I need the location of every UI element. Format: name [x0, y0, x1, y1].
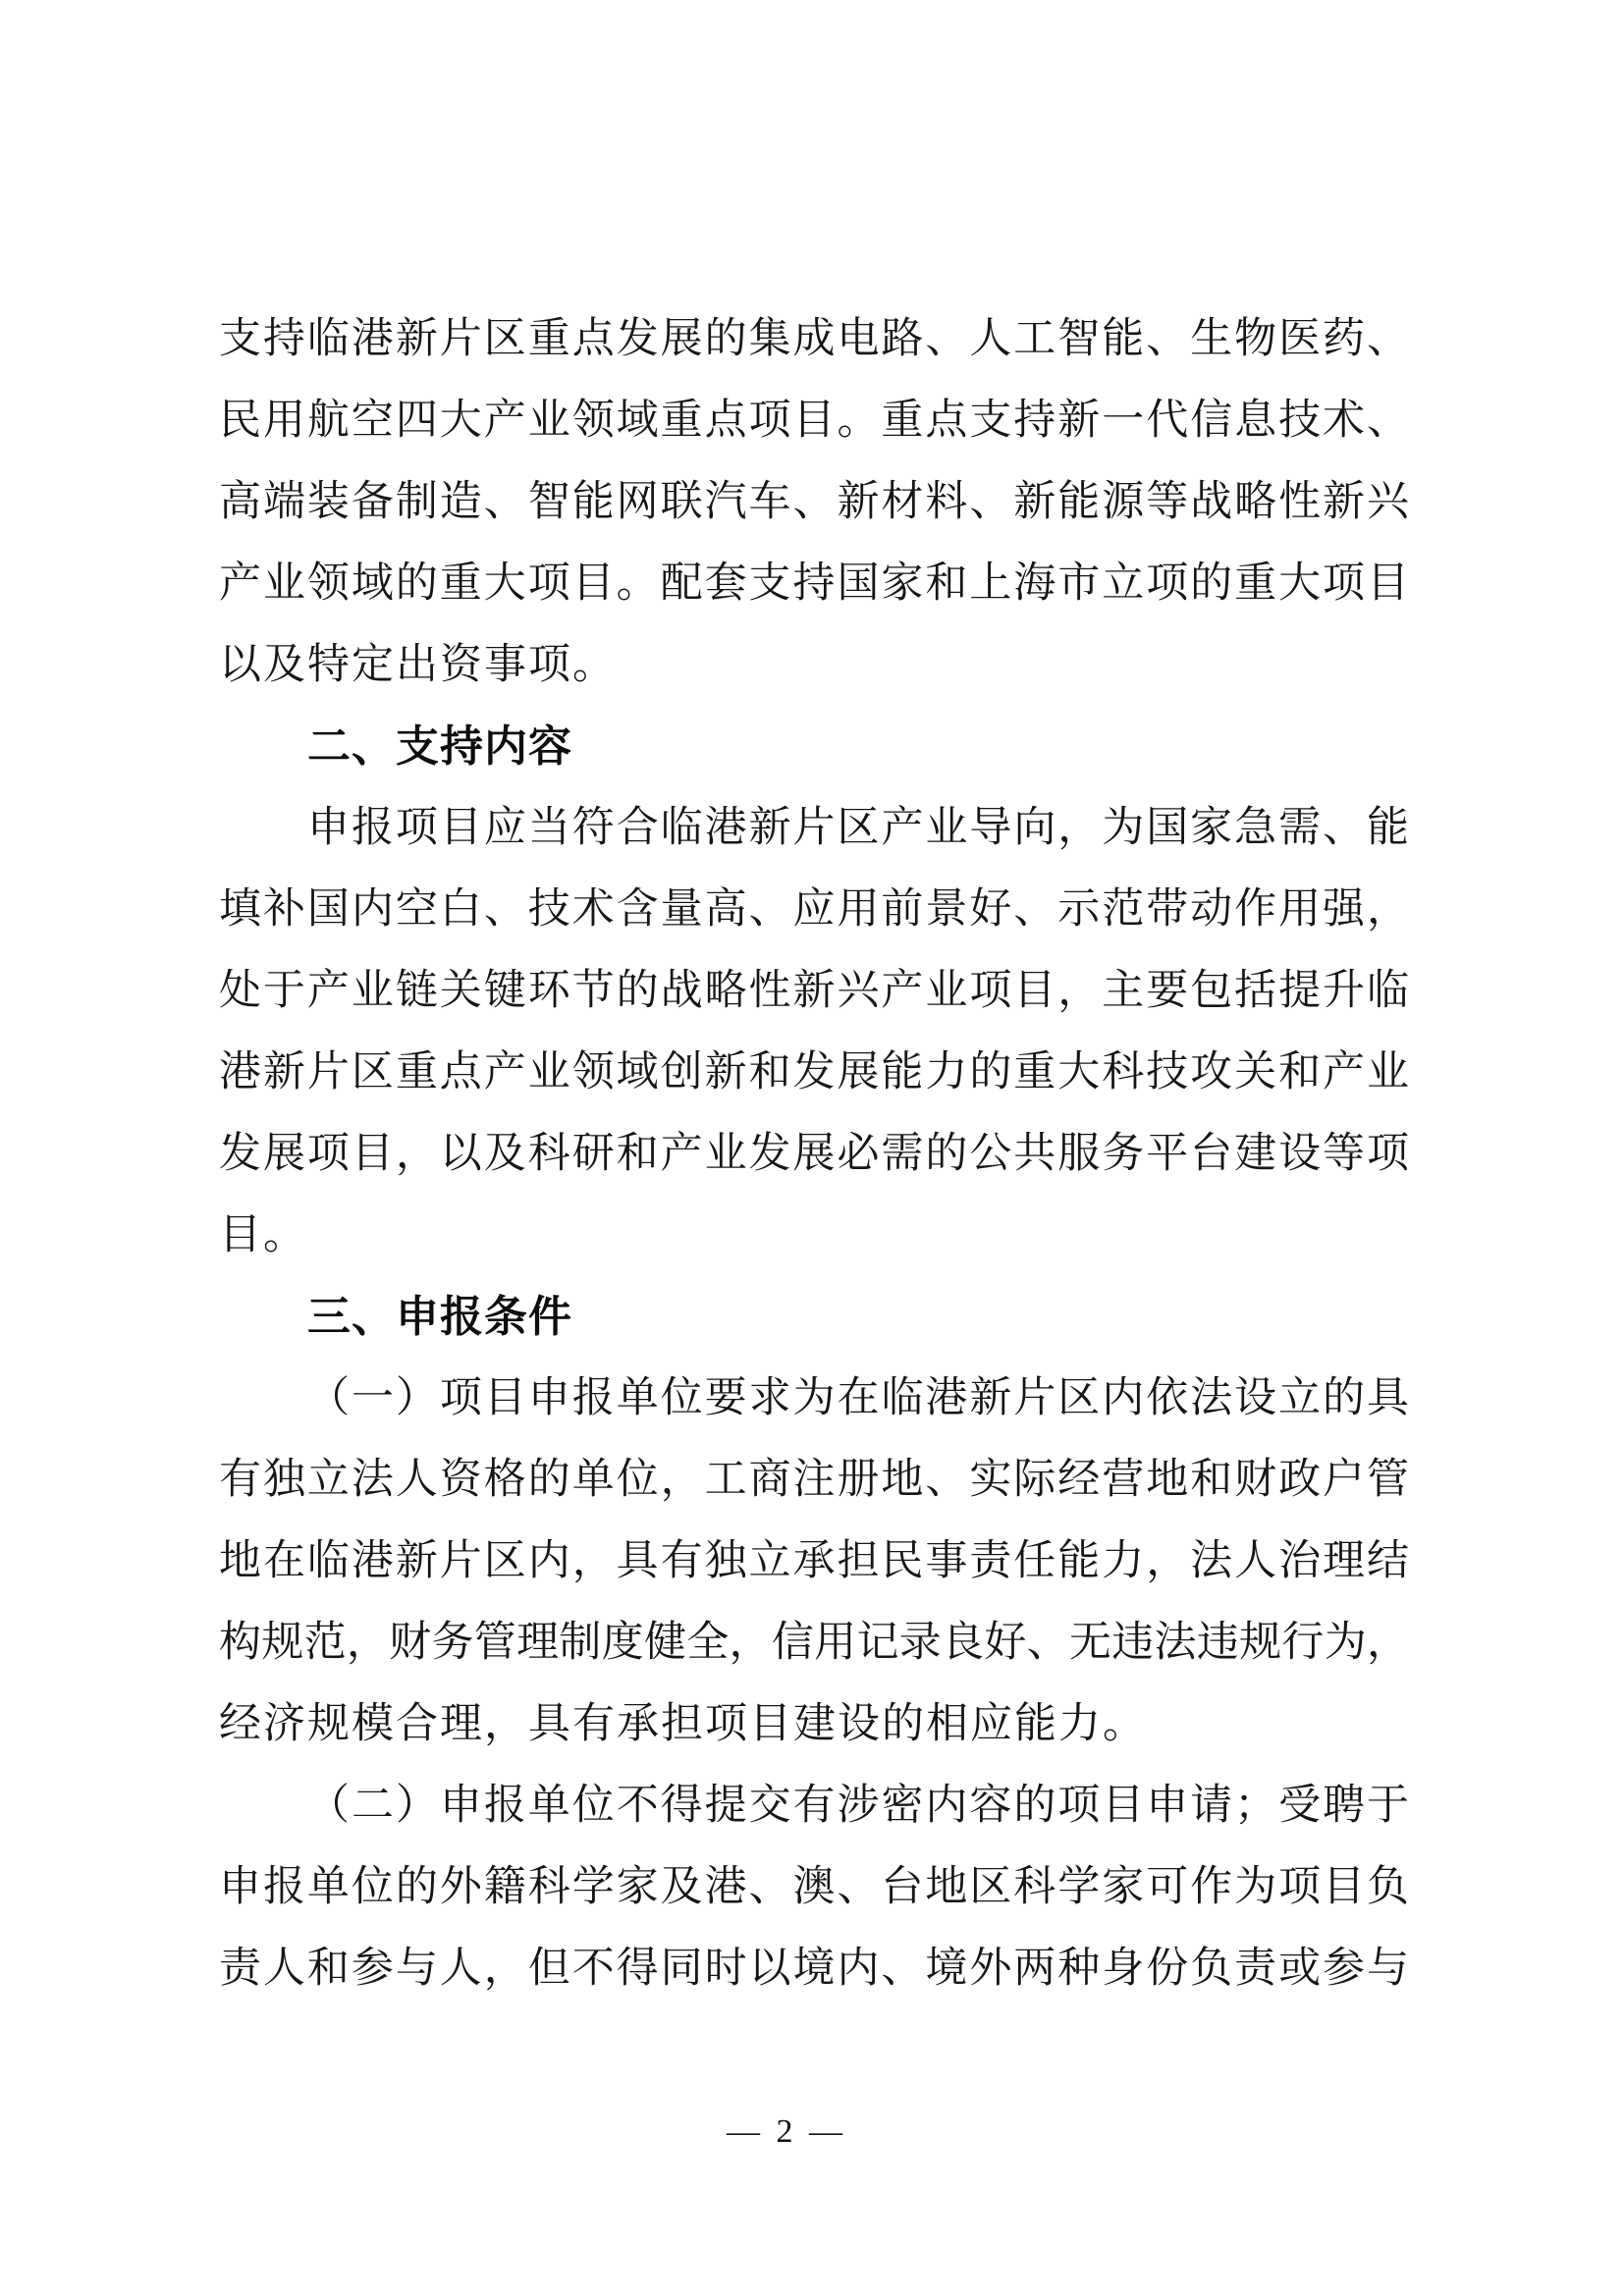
- body-text-line: （一）项目申报单位要求为在临港新片区内依法设立的具: [307, 1375, 1409, 1421]
- body-text-line: 发展项目，以及科研和产业发展必需的公共服务平台建设等项: [219, 1131, 1409, 1177]
- section-heading-2: 二、支持内容: [307, 722, 572, 771]
- document-body: [219, 298, 1409, 2009]
- body-text-line: 目。: [219, 1212, 307, 1258]
- body-text-line: 产业领域的重大项目。配套支持国家和上海市立项的重大项目: [219, 561, 1409, 607]
- body-text-line: 以及特定出资事项。: [219, 642, 617, 688]
- body-text-line: 经济规模合理，具有承担项目建设的相应能力。: [219, 1701, 1147, 1747]
- body-text-line: （二）申报单位不得提交有涉密内容的项目申请；受聘于: [307, 1783, 1409, 1829]
- body-text-line: 申报单位的外籍科学家及港、澳、台地区科学家可作为项目负: [219, 1864, 1409, 1910]
- body-text-line: 高端装备制造、智能网联汽车、新材料、新能源等战略性新兴: [219, 479, 1409, 525]
- body-text-line: 责人和参与人，但不得同时以境内、境外两种身份负责或参与: [219, 1946, 1409, 1992]
- body-text-line: 处于产业链关键环节的战略性新兴产业项目，主要包括提升临: [219, 968, 1409, 1014]
- body-text-line: 构规范，财务管理制度健全，信用记录良好、无违法违规行为，: [219, 1620, 1409, 1666]
- body-text-line: 地在临港新片区内，具有独立承担民事责任能力，法人治理结: [219, 1538, 1409, 1584]
- page-number: — 2 —: [727, 2113, 846, 2150]
- body-text-line: 有独立法人资格的单位，工商注册地、实际经营地和财政户管: [219, 1457, 1409, 1503]
- section-heading-3: 三、申报条件: [307, 1293, 572, 1341]
- body-text-line: 申报项目应当符合临港新片区产业导向，为国家急需、能: [307, 805, 1409, 851]
- body-text-line: 港新片区重点产业领域创新和发展能力的重大科技攻关和产业: [219, 1049, 1409, 1095]
- body-text-line: 填补国内空白、技术含量高、应用前景好、示范带动作用强，: [219, 886, 1409, 933]
- body-text-line: 民用航空四大产业领域重点项目。重点支持新一代信息技术、: [219, 398, 1409, 444]
- body-text-line: 支持临港新片区重点发展的集成电路、人工智能、生物医药、: [219, 316, 1409, 362]
